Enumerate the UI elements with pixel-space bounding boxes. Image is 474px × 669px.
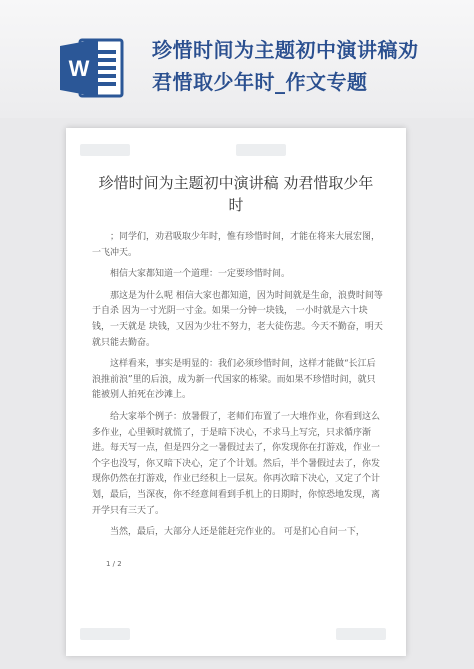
- watermark: [236, 144, 286, 156]
- svg-text:W: W: [68, 56, 90, 81]
- banner: [0, 0, 474, 118]
- document-title: [86, 172, 386, 216]
- document-body: [92, 230, 384, 547]
- watermark: [80, 628, 130, 640]
- paragraph: 那这是为什么呢 相信大家也都知道，因为时间就是生命，浪费时间等于自杀 因为一寸光阴一寸金。如果一分钟一块钱， 一小时就是六十块钱，一天就是 块钱，又因为少壮不努力，老大徒伤悲。今天不勤奋，明天就只能去勤奋。: [92, 290, 383, 348]
- paragraph: 给大家举个例子：放暑假了，老师们布置了一大堆作业，你看到这么多作业，心里顿时就慌了，于是暗下决心，不求马上写完，只求循序渐进。每天写一点，但是四分之一暑假过去了，你发现你在打游戏，作业一个字也没写，你又暗下决心，定了个计划。然后，半个暑假过去了，你发现你仍然在打游戏，作业已经积上一层灰。你再次暗下决心，又定了个计划，最后，当深夜，你不经意间看到手机上的日期时，你惊恐地发现，离开学只有三天了。: [92, 411, 381, 516]
- paragraph: 这样看来，事实是明显的：我们必须珍惜时间，这样才能做“长江后浪推前浪”里的后浪，成为新一代国家的栋梁。而如果不珍惜时间，就只能被别人拍死在沙滩上。: [92, 359, 376, 401]
- banner-title-line2: 君惜取少年时_作文专题: [152, 70, 368, 94]
- paragraph: ；同学们，劝君吸取少年时，惟有珍惜时间，才能在将来大展宏图，一飞冲天。: [92, 232, 381, 258]
- paragraph: 当然，最后，大部分人还是能赶完作业的。 可是扪心自问一下，: [110, 527, 365, 538]
- banner-title: [152, 34, 464, 98]
- paragraph: 相信大家都知道一个道理：一定要珍惜时间。: [110, 269, 291, 280]
- document-page: [66, 128, 406, 656]
- word-document-icon: [58, 36, 128, 100]
- page-number: 1 / 2: [106, 560, 122, 568]
- watermark: [80, 144, 130, 156]
- document-title-line2: 时: [228, 196, 244, 214]
- watermark: [336, 628, 386, 640]
- document-title-line1: 珍惜时间为主题初中演讲稿 劝君惜取少年: [98, 174, 374, 192]
- banner-title-line1: 珍惜时间为主题初中演讲稿劝: [152, 38, 419, 62]
